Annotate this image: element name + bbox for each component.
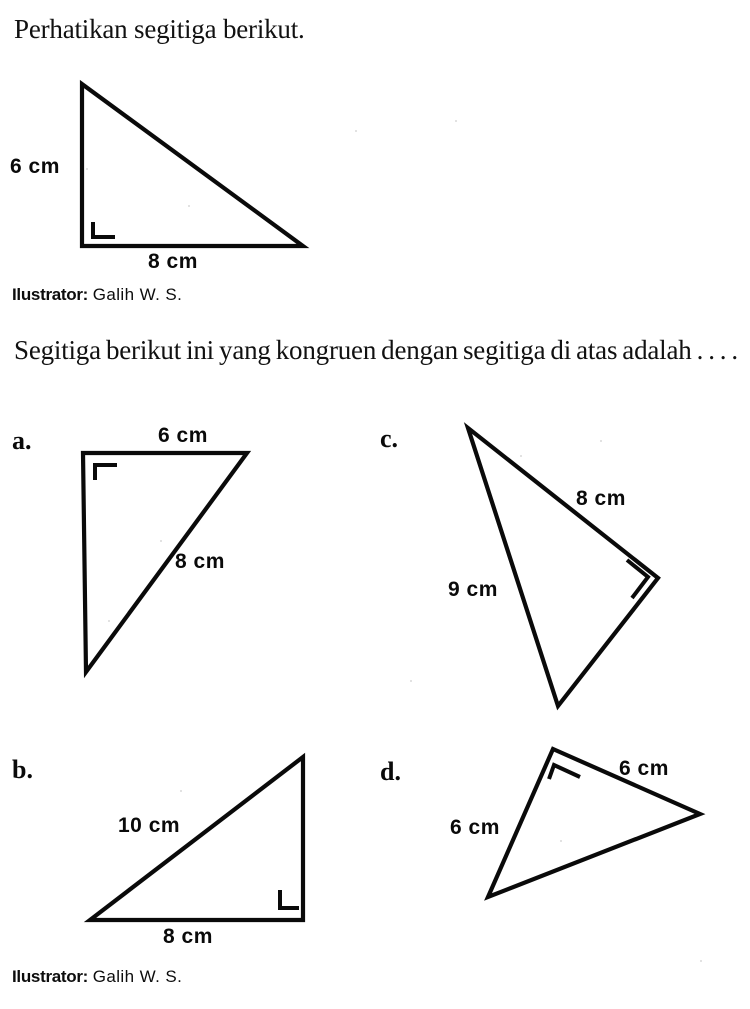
option-letter-d[interactable]: d. <box>380 757 401 786</box>
option-b-triangle-shape <box>90 757 303 920</box>
scan-speck <box>520 455 522 457</box>
illustrator-name-top: Galih W. S. <box>92 285 183 304</box>
scan-speck <box>108 620 110 622</box>
right-angle-mark-icon <box>93 222 115 237</box>
scan-speck <box>455 120 457 122</box>
scan-speck <box>355 130 357 132</box>
option-c-left-side-label: 9 cm <box>448 578 498 601</box>
option-c-upper-side-label: 8 cm <box>576 487 626 510</box>
scan-speck <box>188 205 190 207</box>
reference-vertical-side-label: 6 cm <box>10 155 60 178</box>
reference-horizontal-side-label: 8 cm <box>148 250 198 273</box>
question-text: Segitiga berikut ini yang kongruen dengan segitiga di atas adalah . . . . <box>14 335 738 365</box>
scan-speck <box>180 790 182 792</box>
illustrator-caption-top <box>12 285 182 305</box>
option-b-base-label: 8 cm <box>163 925 213 948</box>
option-d-upper-side-label: 6 cm <box>619 757 669 780</box>
scan-speck <box>560 840 562 842</box>
intro-text: Perhatikan segitiga berikut. <box>14 14 305 44</box>
scan-speck <box>700 960 702 962</box>
scan-speck <box>410 680 412 682</box>
scan-speck <box>86 168 88 170</box>
option-a-top-side-label: 6 cm <box>158 424 208 447</box>
option-b-hypotenuse-label: 10 cm <box>118 814 181 837</box>
illustrator-name-bottom: Galih W. S. <box>92 967 183 986</box>
illustrator-label-bottom: Ilustrator: <box>12 967 89 986</box>
scan-speck <box>160 540 162 542</box>
option-d-left-side-label: 6 cm <box>450 816 500 839</box>
right-angle-mark-icon <box>280 890 299 908</box>
option-letter-c[interactable]: c. <box>380 424 399 453</box>
right-angle-mark-icon <box>549 765 580 779</box>
option-a-hypotenuse-label: 8 cm <box>175 550 225 573</box>
scan-speck <box>600 440 602 442</box>
option-c-triangle-shape <box>468 428 658 706</box>
option-letter-a[interactable]: a. <box>12 426 32 455</box>
illustrator-label-top: Ilustrator: <box>12 285 89 304</box>
option-letter-b[interactable]: b. <box>12 755 33 784</box>
right-angle-mark-icon <box>95 465 117 480</box>
right-angle-mark-icon <box>627 560 648 598</box>
reference-triangle-shape <box>82 84 303 246</box>
illustrator-caption-bottom <box>12 967 182 987</box>
